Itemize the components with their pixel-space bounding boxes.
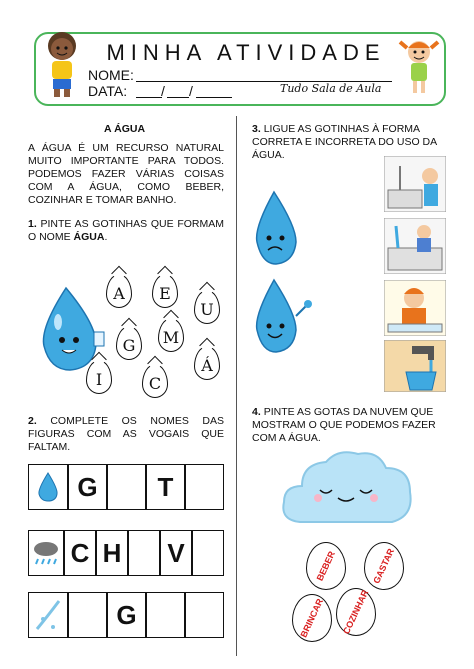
letter-cell: G <box>68 464 107 510</box>
blank-cell[interactable] <box>185 592 224 638</box>
drop-word: BRINCAR <box>298 597 326 639</box>
drop-word: GASTAR <box>371 546 397 586</box>
word-drop[interactable] <box>292 594 332 642</box>
date-label: DATA: <box>88 83 128 99</box>
girl-illustration-icon <box>398 36 440 98</box>
date-slash: / <box>189 83 193 99</box>
question-1 <box>28 218 224 244</box>
date-month-field[interactable] <box>167 97 189 98</box>
blank-cell[interactable] <box>128 530 160 576</box>
question-bold-word: ÁGUA <box>73 231 105 243</box>
column-divider <box>236 116 237 656</box>
dirty-dishes-picture[interactable] <box>384 218 446 274</box>
question-number: 3. <box>252 123 261 135</box>
rain-cloud-icon <box>28 530 64 576</box>
question-number: 2. <box>28 415 37 427</box>
question-end: . <box>104 231 108 243</box>
word-row <box>28 530 224 576</box>
question-text: COMPLETE OS NOMES DAS FIGURAS COM AS VOGAIS QUE FALTAM. <box>28 415 225 453</box>
letter-drop[interactable]: G <box>116 326 142 360</box>
word-drop[interactable] <box>364 542 404 590</box>
section-title: A ÁGUA <box>104 123 146 135</box>
question-text: PINTE AS GOTINHAS QUE FORMAM O NOME <box>28 218 224 243</box>
water-splash-icon <box>28 592 68 638</box>
word-drop[interactable] <box>336 588 376 636</box>
brand-logo: Tudo Sala de Aula <box>280 82 382 95</box>
letter-cell: H <box>96 530 128 576</box>
letter-drop[interactable]: U <box>194 290 220 324</box>
name-label: NOME: <box>88 67 134 83</box>
drop-word: COZINHAR <box>341 588 371 636</box>
intro-text: A ÁGUA É UM RECURSO NATURAL MUITO IMPORTANTE PARA TODOS. PODEMOS FAZER VÁRIAS COISAS COM A ÁGUA, COMO BEBER, COZINHAR E TOMAR BANHO. <box>28 142 224 206</box>
happy-drop-mascot-icon[interactable] <box>252 276 322 356</box>
water-drop-icon <box>28 464 68 510</box>
blank-cell[interactable] <box>192 530 224 576</box>
letter-cell: C <box>64 530 96 576</box>
letter-drop[interactable]: M <box>158 318 184 352</box>
blank-cell[interactable] <box>146 592 185 638</box>
question-2 <box>28 415 224 454</box>
letter-cell: G <box>107 592 146 638</box>
letter-drop[interactable]: Á <box>194 346 220 380</box>
question-text: LIGUE AS GOTINHAS À FORMA CORRETA E INCORRETA DO USO DA ÁGUA. <box>252 123 437 161</box>
sad-drop-mascot-icon[interactable] <box>252 188 300 268</box>
word-drop[interactable] <box>306 542 346 590</box>
smiling-cloud-icon <box>280 446 416 538</box>
date-year-field[interactable] <box>196 97 232 98</box>
letter-drop[interactable]: E <box>152 274 178 308</box>
question-4 <box>252 406 448 445</box>
page-title: MINHA ATIVIDADE <box>106 40 386 65</box>
drop-word: BEBER <box>314 549 338 583</box>
word-row <box>28 592 224 638</box>
blank-cell[interactable] <box>185 464 224 510</box>
letter-cell: T <box>146 464 185 510</box>
boy-illustration-icon <box>38 30 86 100</box>
blank-cell[interactable] <box>107 464 146 510</box>
date-slash: / <box>161 83 165 99</box>
blank-cell[interactable] <box>68 592 107 638</box>
question-number: 4. <box>252 406 261 418</box>
washing-hands-picture[interactable] <box>384 280 446 336</box>
letter-drop[interactable]: A <box>106 274 132 308</box>
letter-drop[interactable]: I <box>86 360 112 394</box>
faucet-bucket-picture[interactable] <box>384 340 446 392</box>
question-number: 1. <box>28 218 37 230</box>
brushing-teeth-picture[interactable] <box>384 156 446 212</box>
date-day-field[interactable] <box>136 97 162 98</box>
letter-cell: V <box>160 530 192 576</box>
word-row <box>28 464 224 510</box>
question-text: PINTE AS GOTAS DA NUVEM QUE MOSTRAM O QUE PODEMOS FAZER COM A ÁGUA. <box>252 406 436 444</box>
letter-drop[interactable]: C <box>142 364 168 398</box>
